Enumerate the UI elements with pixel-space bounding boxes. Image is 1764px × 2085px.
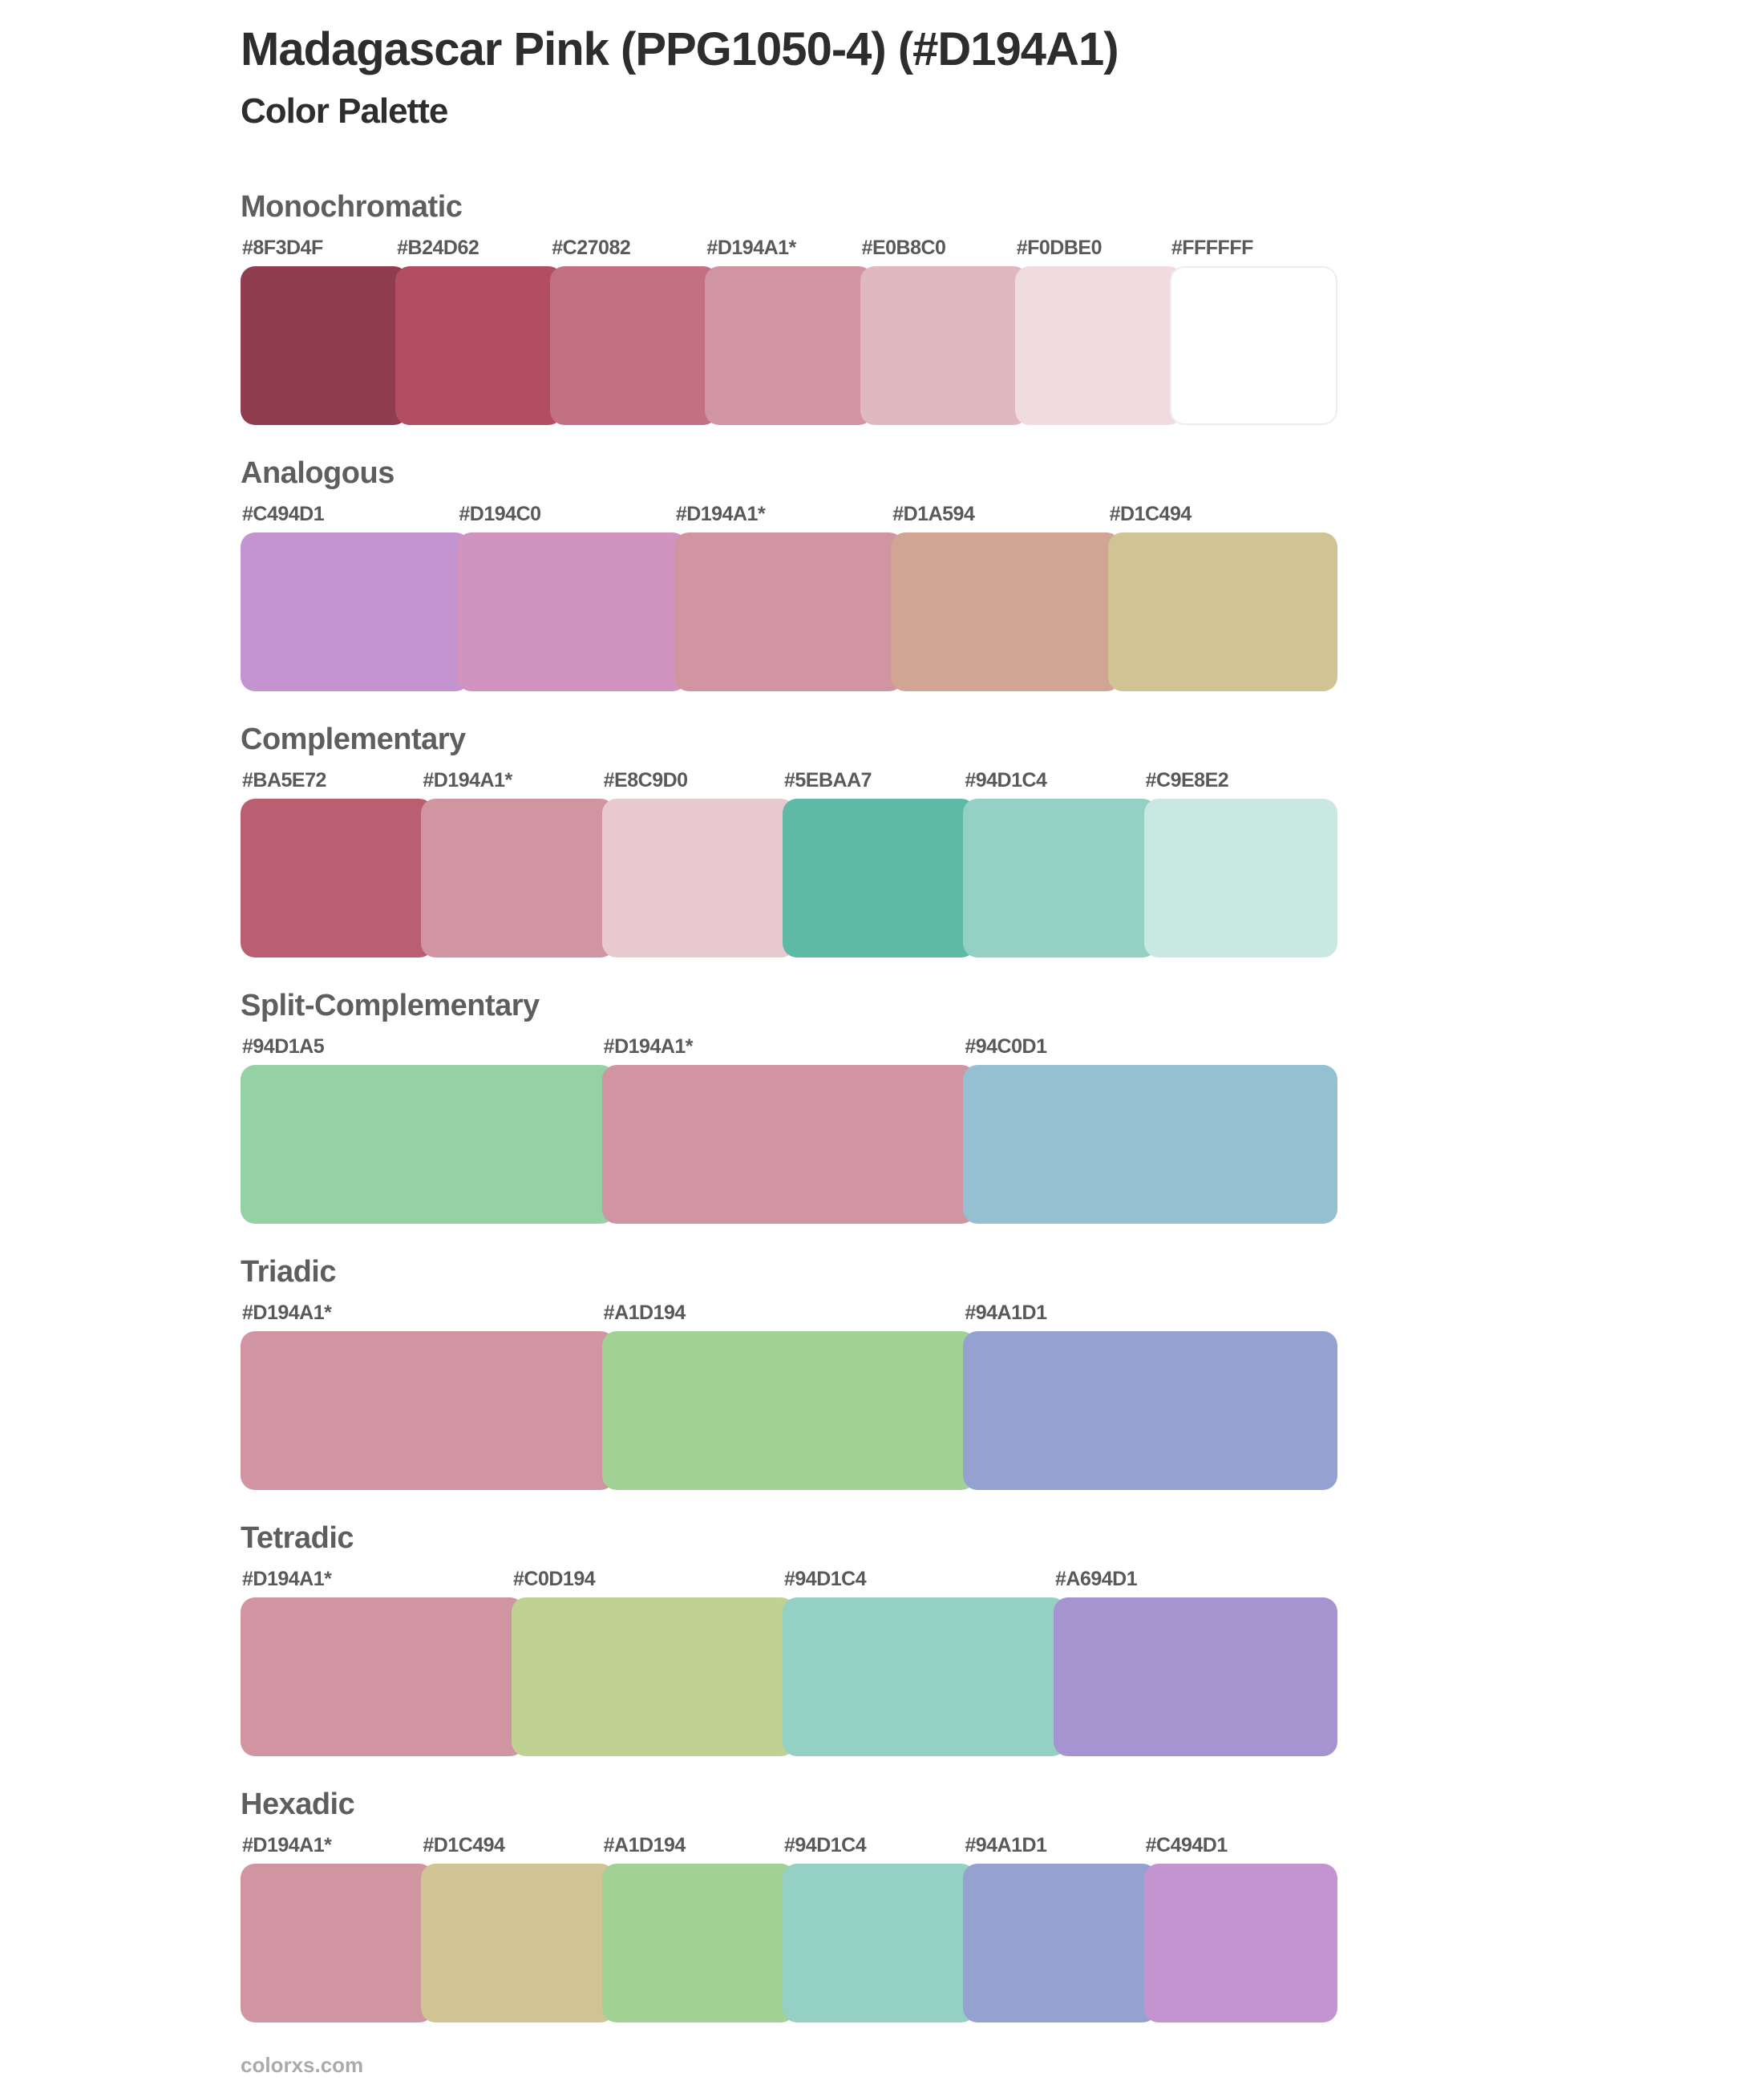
section-title-complementary: Complementary (241, 723, 466, 756)
swatch-item (1054, 1567, 1337, 1756)
color-swatch[interactable] (783, 1597, 1066, 1756)
swatch-item (241, 1567, 524, 1756)
swatch-hex-label: #D194A1* (423, 769, 512, 791)
color-swatch[interactable] (1054, 1597, 1337, 1756)
swatch-item (241, 1301, 615, 1490)
swatch-hex-label: #C494D1 (1145, 1834, 1228, 1856)
swatch-hex-label: #D1A594 (892, 503, 975, 525)
color-swatch[interactable] (457, 532, 686, 691)
swatch-hex-label: #94C0D1 (965, 1035, 1047, 1058)
swatch-row-split-complementary (241, 1034, 1337, 1224)
color-swatch[interactable] (602, 799, 795, 957)
color-swatch[interactable] (783, 1864, 976, 2022)
swatch-item (1144, 1833, 1337, 2022)
color-swatch[interactable] (705, 266, 872, 425)
color-swatch[interactable] (1144, 799, 1337, 957)
swatch-item (1015, 236, 1183, 425)
page-title: Madagascar Pink (PPG1050-4) (#D194A1) (241, 23, 1119, 75)
swatch-hex-label: #D194A1* (242, 1568, 332, 1590)
swatch-item (602, 1301, 977, 1490)
swatch-item (241, 236, 408, 425)
palette-section-complementary (241, 722, 1580, 957)
swatch-item (1170, 236, 1337, 425)
swatch-item (783, 1567, 1066, 1756)
color-swatch[interactable] (1144, 1864, 1337, 2022)
swatch-item (457, 502, 686, 691)
swatch-hex-label: #A694D1 (1055, 1568, 1138, 1590)
color-swatch[interactable] (963, 1065, 1337, 1224)
color-swatch[interactable] (860, 266, 1028, 425)
color-swatch[interactable] (1170, 266, 1337, 425)
color-swatch[interactable] (963, 799, 1156, 957)
palette-section-tetradic (241, 1520, 1580, 1756)
palette-section-analogous (241, 455, 1580, 691)
color-swatch[interactable] (1015, 266, 1183, 425)
swatch-hex-label: #E8C9D0 (603, 769, 688, 791)
swatch-item (783, 768, 976, 957)
color-swatch[interactable] (602, 1331, 977, 1490)
section-title-analogous: Analogous (241, 456, 394, 490)
swatch-item (674, 502, 904, 691)
palette-section-monochromatic (241, 189, 1580, 425)
swatch-item (1144, 768, 1337, 957)
color-swatch[interactable] (550, 266, 718, 425)
swatch-row-complementary (241, 768, 1337, 957)
color-swatch[interactable] (891, 532, 1120, 691)
swatch-item (602, 1034, 977, 1224)
swatch-item (602, 768, 795, 957)
swatch-hex-label: #C27082 (552, 237, 631, 259)
swatch-hex-label: #A1D194 (603, 1834, 686, 1856)
swatch-item (512, 1567, 795, 1756)
color-swatch[interactable] (512, 1597, 795, 1756)
swatch-item (963, 1034, 1337, 1224)
colorxs-link[interactable]: colorxs.com (241, 2053, 364, 2077)
section-title-triadic: Triadic (241, 1255, 336, 1289)
swatch-hex-label: #94A1D1 (965, 1302, 1047, 1324)
color-swatch[interactable] (674, 532, 904, 691)
swatch-item (241, 768, 434, 957)
swatch-item (241, 502, 470, 691)
swatch-hex-label: #D194A1* (675, 503, 766, 525)
color-swatch[interactable] (602, 1065, 977, 1224)
color-swatch[interactable] (395, 266, 563, 425)
swatch-hex-label: #94D1C4 (965, 769, 1047, 791)
palette-section-triadic (241, 1254, 1580, 1490)
swatch-hex-label: #94D1C4 (783, 1834, 867, 1856)
color-swatch[interactable] (421, 799, 614, 957)
swatch-item (963, 1301, 1337, 1490)
swatch-hex-label: #BA5E72 (242, 769, 326, 791)
swatch-hex-label: #94D1A5 (242, 1035, 325, 1058)
swatch-hex-label: #E0B8C0 (861, 237, 946, 259)
swatch-hex-label: #C9E8E2 (1145, 769, 1229, 791)
swatch-hex-label: #94D1C4 (784, 1568, 867, 1590)
color-swatch[interactable] (241, 1331, 615, 1490)
swatch-hex-label: #C0D194 (513, 1568, 596, 1590)
swatch-hex-label: #D1C494 (1109, 503, 1192, 525)
swatch-item (241, 1833, 434, 2022)
color-swatch[interactable] (1108, 532, 1337, 691)
swatch-row-monochromatic (241, 236, 1337, 425)
swatch-row-analogous (241, 502, 1337, 691)
color-swatch[interactable] (241, 1065, 615, 1224)
section-title-hexadic: Hexadic (241, 1787, 355, 1821)
color-swatch[interactable] (602, 1864, 795, 2022)
palette-section-hexadic (241, 1787, 1580, 2022)
swatch-item (963, 768, 1156, 957)
color-swatch[interactable] (963, 1864, 1156, 2022)
palette-section-split-complementary (241, 988, 1580, 1224)
swatch-item (891, 502, 1120, 691)
color-swatch[interactable] (241, 532, 470, 691)
palette-sections (241, 189, 1580, 2022)
color-swatch[interactable] (783, 799, 976, 957)
section-title-split-complementary: Split-Complementary (241, 989, 540, 1022)
color-swatch[interactable] (241, 266, 408, 425)
swatch-hex-label: #94A1D1 (965, 1834, 1047, 1856)
swatch-item (783, 1833, 976, 2022)
swatch-item (602, 1833, 795, 2022)
swatch-item (395, 236, 563, 425)
section-title-monochromatic: Monochromatic (241, 190, 463, 224)
swatch-hex-label: #B24D62 (397, 237, 479, 259)
swatch-row-tetradic (241, 1567, 1337, 1756)
page-footer (241, 2053, 1580, 2078)
swatch-item (963, 1833, 1156, 2022)
swatch-item (550, 236, 718, 425)
swatch-item (421, 768, 614, 957)
swatch-hex-label: #5EBAA7 (783, 769, 872, 791)
color-swatch[interactable] (241, 799, 434, 957)
swatch-hex-label: #8F3D4F (242, 237, 323, 259)
swatch-hex-label: #C494D1 (242, 503, 325, 525)
swatch-row-triadic (241, 1301, 1337, 1490)
swatch-hex-label: #D194A1* (242, 1302, 332, 1324)
swatch-hex-label: #D194C0 (459, 503, 541, 525)
swatch-item (705, 236, 872, 425)
swatch-hex-label: #A1D194 (603, 1302, 686, 1324)
swatch-hex-label: #FFFFFF (1171, 237, 1253, 259)
page-subtitle: Color Palette (241, 91, 448, 131)
swatch-hex-label: #D194A1* (242, 1834, 332, 1856)
color-swatch[interactable] (963, 1331, 1337, 1490)
section-title-tetradic: Tetradic (241, 1521, 354, 1555)
swatch-hex-label: #D194A1* (706, 237, 796, 259)
swatch-item (860, 236, 1028, 425)
color-swatch[interactable] (241, 1864, 434, 2022)
color-swatch[interactable] (241, 1597, 524, 1756)
swatch-item (1108, 502, 1337, 691)
swatch-hex-label: #F0DBE0 (1016, 237, 1102, 259)
swatch-item (241, 1034, 615, 1224)
swatch-item (421, 1833, 614, 2022)
swatch-hex-label: #D1C494 (423, 1834, 505, 1856)
swatch-hex-label: #D194A1* (603, 1035, 694, 1058)
color-swatch[interactable] (421, 1864, 614, 2022)
swatch-row-hexadic (241, 1833, 1337, 2022)
